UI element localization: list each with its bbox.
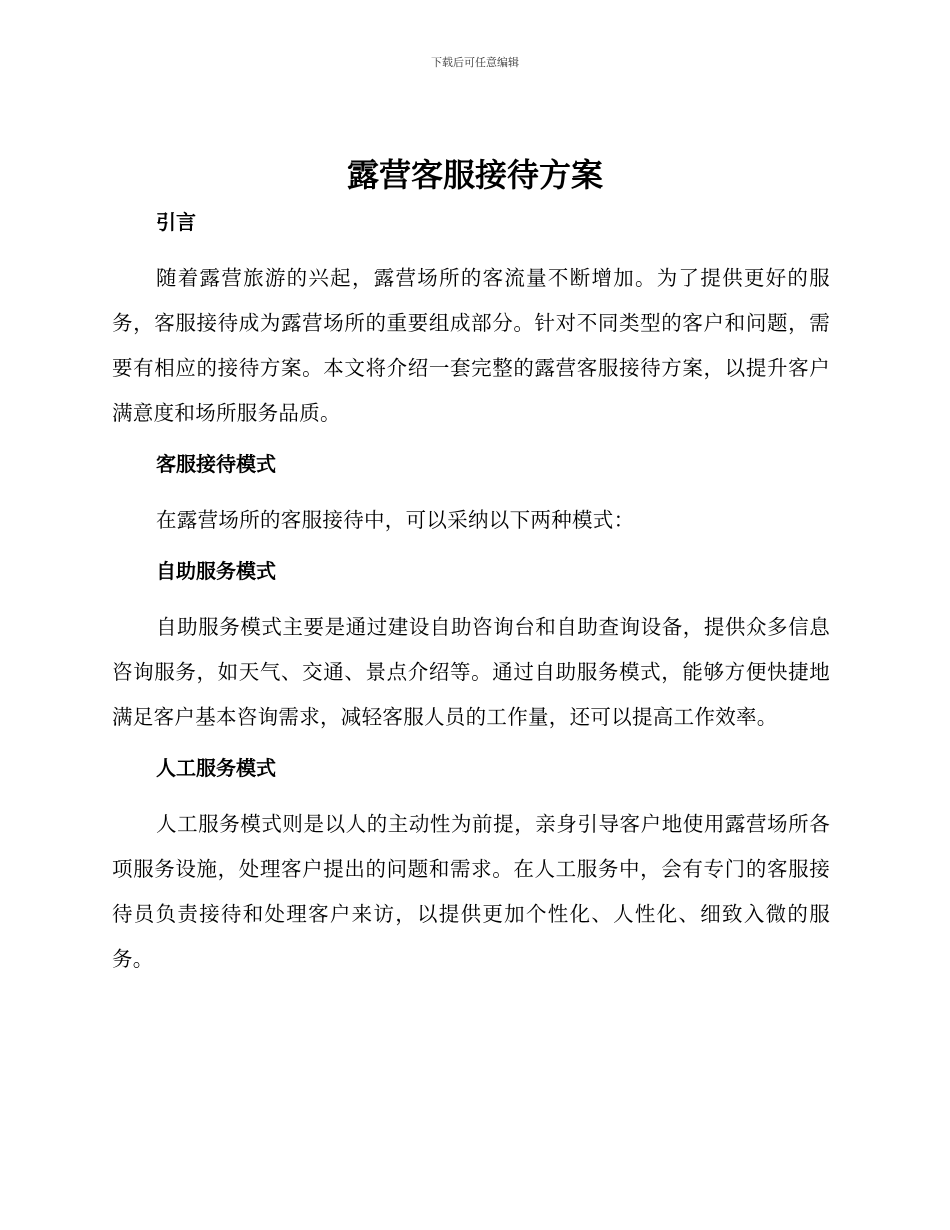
page-header-note: 下载后可任意编辑 (431, 56, 519, 69)
document-title: 露营客服接待方案 (346, 156, 603, 194)
section-heading-self-service: 自助服务模式 (156, 559, 276, 583)
document-body (112, 204, 830, 982)
section-modes (112, 446, 830, 553)
section-paragraph-intro: 随着露营旅游的兴起，露营场所的客流量不断增加。为了提供更好的服务，客服接待成为露营场所的重要组成部分。针对不同类型的客户和问题，需要有相应的接待方案。本文将介绍一套完整的露营客服接待方案，以提升客户满意度和场所服务品质。 (112, 266, 830, 425)
section-manual-service (112, 750, 830, 982)
section-heading-intro: 引言 (156, 210, 196, 234)
section-intro (112, 204, 830, 446)
section-heading-manual-service: 人工服务模式 (156, 756, 276, 780)
section-paragraph-manual-service: 人工服务模式则是以人的主动性为前提，亲身引导客户地使用露营场所各项服务设施，处理客户提出的问题和需求。在人工服务中，会有专门的客服接待员负责接待和处理客户来访，以提供更加个性化、人性化、细致入微的服务。 (112, 812, 830, 971)
section-paragraph-modes: 在露营场所的客服接待中，可以采纳以下两种模式： (156, 508, 635, 532)
section-self-service (112, 553, 830, 750)
section-heading-modes: 客服接待模式 (156, 452, 276, 476)
section-paragraph-self-service: 自助服务模式主要是通过建设自助咨询台和自助查询设备，提供众多信息咨询服务，如天气、交通、景点介绍等。通过自助服务模式，能够方便快捷地满足客户基本咨询需求，减轻客服人员的工作量，还可以提高工作效率。 (112, 615, 830, 729)
